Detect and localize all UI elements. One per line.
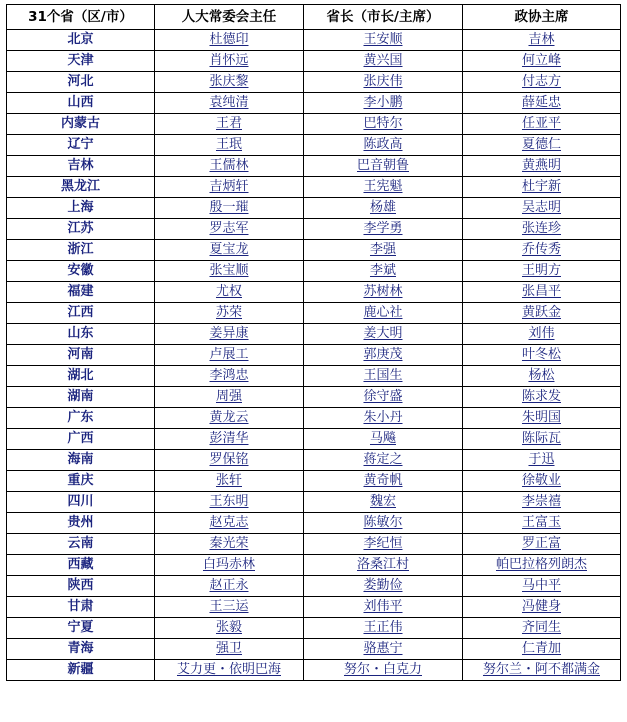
person-link[interactable]: 薛延忠 xyxy=(521,95,561,110)
person-link[interactable]: 马中平 xyxy=(521,578,561,593)
npc-director-cell xyxy=(155,345,304,366)
table-row xyxy=(7,345,621,366)
person-link[interactable]: 艾力更・依明巴海 xyxy=(176,662,281,677)
person-link[interactable]: 吴志明 xyxy=(521,200,561,215)
table-row xyxy=(7,555,621,576)
npc-director-cell xyxy=(155,555,304,576)
person-link[interactable]: 朱明国 xyxy=(521,410,561,425)
table-row xyxy=(7,639,621,660)
npc-director-cell xyxy=(155,135,304,156)
person-link[interactable]: 杜德印 xyxy=(209,32,249,47)
cppcc-chair-cell xyxy=(463,513,621,534)
governor-cell xyxy=(304,513,463,534)
person-link[interactable]: 郭庚茂 xyxy=(363,347,403,362)
table-row xyxy=(7,429,621,450)
npc-director-cell xyxy=(155,618,304,639)
table-row xyxy=(7,135,621,156)
npc-director-cell xyxy=(155,429,304,450)
cppcc-chair-cell xyxy=(463,240,621,261)
table-row xyxy=(7,408,621,429)
province-cell: 河南 xyxy=(7,345,155,366)
province-cell: 湖南 xyxy=(7,387,155,408)
province-cell: 甘肃 xyxy=(7,597,155,618)
person-link[interactable]: 何立峰 xyxy=(521,53,561,68)
person-link[interactable]: 尤权 xyxy=(215,284,242,299)
person-link[interactable]: 娄勤俭 xyxy=(363,578,403,593)
cppcc-chair-cell xyxy=(463,177,621,198)
table-row xyxy=(7,93,621,114)
cppcc-chair-cell xyxy=(463,555,621,576)
person-link[interactable]: 巴特尔 xyxy=(363,116,403,131)
table-row xyxy=(7,324,621,345)
person-link[interactable]: 夏德仁 xyxy=(521,137,561,152)
person-link[interactable]: 黄兴国 xyxy=(363,53,403,68)
table-row xyxy=(7,471,621,492)
cppcc-chair-cell xyxy=(463,471,621,492)
province-cell: 山东 xyxy=(7,324,155,345)
person-link[interactable]: 张毅 xyxy=(215,620,242,635)
person-link[interactable]: 姜大明 xyxy=(363,326,403,341)
person-link[interactable]: 殷一璀 xyxy=(209,200,249,215)
person-link[interactable]: 吉林 xyxy=(528,32,555,47)
table-row xyxy=(7,261,621,282)
npc-director-cell xyxy=(155,261,304,282)
npc-director-cell xyxy=(155,471,304,492)
npc-director-cell xyxy=(155,597,304,618)
person-link[interactable]: 巴音朝鲁 xyxy=(356,158,409,173)
person-link[interactable]: 陈敏尔 xyxy=(363,515,403,530)
governor-cell xyxy=(304,219,463,240)
governor-cell xyxy=(304,576,463,597)
cppcc-chair-cell xyxy=(463,345,621,366)
table-row xyxy=(7,219,621,240)
province-cell: 云南 xyxy=(7,534,155,555)
person-link[interactable]: 杨雄 xyxy=(369,200,396,215)
cppcc-chair-cell xyxy=(463,618,621,639)
province-cell: 新疆 xyxy=(7,660,155,681)
person-link[interactable]: 李学勇 xyxy=(363,221,403,236)
cppcc-chair-cell xyxy=(463,198,621,219)
table-row xyxy=(7,618,621,639)
person-link[interactable]: 张庆黎 xyxy=(209,74,249,89)
person-link[interactable]: 赵克志 xyxy=(209,515,249,530)
cppcc-chair-cell xyxy=(463,303,621,324)
province-cell: 广西 xyxy=(7,429,155,450)
person-link[interactable]: 王三运 xyxy=(209,599,249,614)
cppcc-chair-cell xyxy=(463,261,621,282)
person-link[interactable]: 强卫 xyxy=(215,641,242,656)
cppcc-chair-cell xyxy=(463,534,621,555)
person-link[interactable]: 彭清华 xyxy=(209,431,249,446)
npc-director-cell xyxy=(155,51,304,72)
governor-cell xyxy=(304,93,463,114)
person-link[interactable]: 王宪魁 xyxy=(363,179,403,194)
province-cell: 安徽 xyxy=(7,261,155,282)
governor-cell xyxy=(304,639,463,660)
npc-director-cell xyxy=(155,219,304,240)
npc-director-cell xyxy=(155,303,304,324)
person-link[interactable]: 白玛赤林 xyxy=(202,557,255,572)
person-link[interactable]: 李斌 xyxy=(369,263,396,278)
table-row xyxy=(7,114,621,135)
governor-cell xyxy=(304,387,463,408)
npc-director-cell xyxy=(155,492,304,513)
person-link[interactable]: 王东明 xyxy=(209,494,249,509)
person-link[interactable]: 任亚平 xyxy=(521,116,561,131)
table-header xyxy=(7,5,621,30)
table-row xyxy=(7,240,621,261)
table-row xyxy=(7,282,621,303)
person-link[interactable]: 张庆伟 xyxy=(363,74,403,89)
npc-director-cell xyxy=(155,366,304,387)
header-province: 31个省（区/市） xyxy=(7,5,155,30)
person-link[interactable]: 黄燕明 xyxy=(521,158,561,173)
npc-director-cell xyxy=(155,198,304,219)
person-link[interactable]: 王珉 xyxy=(215,137,242,152)
person-link[interactable]: 秦光荣 xyxy=(209,536,249,551)
person-link[interactable]: 徐守盛 xyxy=(363,389,403,404)
governor-cell xyxy=(304,240,463,261)
npc-director-cell xyxy=(155,408,304,429)
governor-cell xyxy=(304,660,463,681)
cppcc-chair-cell xyxy=(463,639,621,660)
person-link[interactable]: 鹿心社 xyxy=(363,305,403,320)
person-link[interactable]: 张昌平 xyxy=(521,284,561,299)
person-link[interactable]: 姜异康 xyxy=(209,326,249,341)
cppcc-chair-cell xyxy=(463,30,621,51)
npc-director-cell xyxy=(155,639,304,660)
person-link[interactable]: 罗保铭 xyxy=(209,452,249,467)
person-link[interactable]: 王儒林 xyxy=(209,158,249,173)
person-link[interactable]: 李崇禧 xyxy=(521,494,561,509)
person-link[interactable]: 张宝顺 xyxy=(209,263,249,278)
person-link[interactable]: 冯健身 xyxy=(521,599,561,614)
person-link[interactable]: 李鸿忠 xyxy=(209,368,249,383)
person-link[interactable]: 于迅 xyxy=(528,452,555,467)
person-link[interactable]: 张轩 xyxy=(215,473,242,488)
npc-director-cell xyxy=(155,177,304,198)
table-row xyxy=(7,51,621,72)
governor-cell xyxy=(304,177,463,198)
cppcc-chair-cell xyxy=(463,219,621,240)
table-row xyxy=(7,177,621,198)
governor-cell xyxy=(304,450,463,471)
npc-director-cell xyxy=(155,72,304,93)
person-link[interactable]: 袁纯清 xyxy=(209,95,249,110)
npc-director-cell xyxy=(155,576,304,597)
province-cell: 江西 xyxy=(7,303,155,324)
person-link[interactable]: 周强 xyxy=(215,389,242,404)
cppcc-chair-cell xyxy=(463,93,621,114)
province-cell: 广东 xyxy=(7,408,155,429)
person-link[interactable]: 罗正富 xyxy=(521,536,561,551)
person-link[interactable]: 杜宇新 xyxy=(521,179,561,194)
person-link[interactable]: 王富玉 xyxy=(521,515,561,530)
person-link[interactable]: 陈际瓦 xyxy=(521,431,561,446)
npc-director-cell xyxy=(155,282,304,303)
cppcc-chair-cell xyxy=(463,366,621,387)
npc-director-cell xyxy=(155,93,304,114)
cppcc-chair-cell xyxy=(463,660,621,681)
person-link[interactable]: 叶冬松 xyxy=(521,347,561,362)
person-link[interactable]: 卢展工 xyxy=(209,347,249,362)
province-cell: 黑龙江 xyxy=(7,177,155,198)
province-cell: 西藏 xyxy=(7,555,155,576)
npc-director-cell xyxy=(155,114,304,135)
person-link[interactable]: 王君 xyxy=(215,116,242,131)
person-link[interactable]: 帕巴拉格列朗杰 xyxy=(495,557,587,572)
person-link[interactable]: 马飚 xyxy=(369,431,396,446)
governor-cell xyxy=(304,429,463,450)
npc-director-cell xyxy=(155,240,304,261)
governor-cell xyxy=(304,324,463,345)
table-row xyxy=(7,576,621,597)
person-link[interactable]: 魏宏 xyxy=(369,494,396,509)
npc-director-cell xyxy=(155,387,304,408)
npc-director-cell xyxy=(155,324,304,345)
province-cell: 内蒙古 xyxy=(7,114,155,135)
npc-director-cell xyxy=(155,660,304,681)
governor-cell xyxy=(304,492,463,513)
person-link[interactable]: 刘伟 xyxy=(528,326,555,341)
person-link[interactable]: 徐敬业 xyxy=(521,473,561,488)
table-row xyxy=(7,303,621,324)
cppcc-chair-cell xyxy=(463,450,621,471)
person-link[interactable]: 付志方 xyxy=(521,74,561,89)
person-link[interactable]: 杨松 xyxy=(528,368,555,383)
table-row xyxy=(7,492,621,513)
province-cell: 山西 xyxy=(7,93,155,114)
cppcc-chair-cell xyxy=(463,282,621,303)
table-row xyxy=(7,198,621,219)
governor-cell xyxy=(304,114,463,135)
province-cell: 北京 xyxy=(7,30,155,51)
province-cell: 天津 xyxy=(7,51,155,72)
leadership-table xyxy=(6,4,621,681)
cppcc-chair-cell xyxy=(463,429,621,450)
cppcc-chair-cell xyxy=(463,324,621,345)
person-link[interactable]: 李小鹏 xyxy=(363,95,403,110)
table-row xyxy=(7,660,621,681)
person-link[interactable]: 张连珍 xyxy=(521,221,561,236)
person-link[interactable]: 黄奇帆 xyxy=(363,473,403,488)
person-link[interactable]: 骆惠宁 xyxy=(363,641,403,656)
person-link[interactable]: 李纪恒 xyxy=(363,536,403,551)
province-cell: 重庆 xyxy=(7,471,155,492)
table-row xyxy=(7,30,621,51)
governor-cell xyxy=(304,282,463,303)
person-link[interactable]: 刘伟平 xyxy=(363,599,403,614)
header-governor: 省长（市长/主席） xyxy=(304,5,463,30)
province-cell: 浙江 xyxy=(7,240,155,261)
table-row xyxy=(7,156,621,177)
person-link[interactable]: 赵正永 xyxy=(209,578,249,593)
npc-director-cell xyxy=(155,534,304,555)
person-link[interactable]: 齐同生 xyxy=(521,620,561,635)
province-cell: 辽宁 xyxy=(7,135,155,156)
province-cell: 福建 xyxy=(7,282,155,303)
cppcc-chair-cell xyxy=(463,51,621,72)
governor-cell xyxy=(304,51,463,72)
person-link[interactable]: 苏荣 xyxy=(215,305,242,320)
person-link[interactable]: 仁青加 xyxy=(521,641,561,656)
person-link[interactable]: 蒋定之 xyxy=(363,452,403,467)
person-link[interactable]: 努尔兰・阿不都满金 xyxy=(482,662,600,677)
npc-director-cell xyxy=(155,30,304,51)
governor-cell xyxy=(304,303,463,324)
npc-director-cell xyxy=(155,513,304,534)
province-cell: 宁夏 xyxy=(7,618,155,639)
npc-director-cell xyxy=(155,156,304,177)
header-cppcc-chair: 政协主席 xyxy=(463,5,621,30)
province-cell: 贵州 xyxy=(7,513,155,534)
person-link[interactable]: 洛桑江村 xyxy=(356,557,409,572)
table-row xyxy=(7,597,621,618)
province-cell: 吉林 xyxy=(7,156,155,177)
person-link[interactable]: 王正伟 xyxy=(363,620,403,635)
province-cell: 河北 xyxy=(7,72,155,93)
governor-cell xyxy=(304,408,463,429)
cppcc-chair-cell xyxy=(463,408,621,429)
cppcc-chair-cell xyxy=(463,576,621,597)
cppcc-chair-cell xyxy=(463,135,621,156)
province-cell: 湖北 xyxy=(7,366,155,387)
governor-cell xyxy=(304,597,463,618)
cppcc-chair-cell xyxy=(463,114,621,135)
person-link[interactable]: 努尔・白克力 xyxy=(343,662,422,677)
governor-cell xyxy=(304,30,463,51)
province-cell: 四川 xyxy=(7,492,155,513)
person-link[interactable]: 朱小丹 xyxy=(363,410,403,425)
table-row xyxy=(7,513,621,534)
table-row xyxy=(7,534,621,555)
person-link[interactable]: 肖怀远 xyxy=(209,53,249,68)
cppcc-chair-cell xyxy=(463,156,621,177)
person-link[interactable]: 罗志军 xyxy=(209,221,249,236)
governor-cell xyxy=(304,156,463,177)
governor-cell xyxy=(304,72,463,93)
governor-cell xyxy=(304,135,463,156)
person-link[interactable]: 夏宝龙 xyxy=(209,242,249,257)
cppcc-chair-cell xyxy=(463,597,621,618)
table-body xyxy=(7,30,621,681)
cppcc-chair-cell xyxy=(463,492,621,513)
governor-cell xyxy=(304,261,463,282)
governor-cell xyxy=(304,534,463,555)
cppcc-chair-cell xyxy=(463,387,621,408)
person-link[interactable]: 李强 xyxy=(369,242,396,257)
province-cell: 上海 xyxy=(7,198,155,219)
person-link[interactable]: 乔传秀 xyxy=(521,242,561,257)
province-cell: 青海 xyxy=(7,639,155,660)
governor-cell xyxy=(304,471,463,492)
person-link[interactable]: 吉炳轩 xyxy=(209,179,249,194)
person-link[interactable]: 黄跃金 xyxy=(521,305,561,320)
governor-cell xyxy=(304,555,463,576)
province-cell: 海南 xyxy=(7,450,155,471)
person-link[interactable]: 苏树林 xyxy=(363,284,403,299)
person-link[interactable]: 王安顺 xyxy=(363,32,403,47)
person-link[interactable]: 王国生 xyxy=(363,368,403,383)
governor-cell xyxy=(304,198,463,219)
person-link[interactable]: 陈政高 xyxy=(363,137,403,152)
governor-cell xyxy=(304,345,463,366)
person-link[interactable]: 黄龙云 xyxy=(209,410,249,425)
header-npc-director: 人大常委会主任 xyxy=(155,5,304,30)
cppcc-chair-cell xyxy=(463,72,621,93)
province-cell: 陕西 xyxy=(7,576,155,597)
person-link[interactable]: 陈求发 xyxy=(521,389,561,404)
table-row xyxy=(7,387,621,408)
table-row xyxy=(7,72,621,93)
table-row xyxy=(7,366,621,387)
table-row xyxy=(7,450,621,471)
governor-cell xyxy=(304,618,463,639)
document xyxy=(6,4,620,681)
person-link[interactable]: 王明方 xyxy=(521,263,561,278)
npc-director-cell xyxy=(155,450,304,471)
governor-cell xyxy=(304,366,463,387)
province-cell: 江苏 xyxy=(7,219,155,240)
header-row xyxy=(7,5,621,30)
